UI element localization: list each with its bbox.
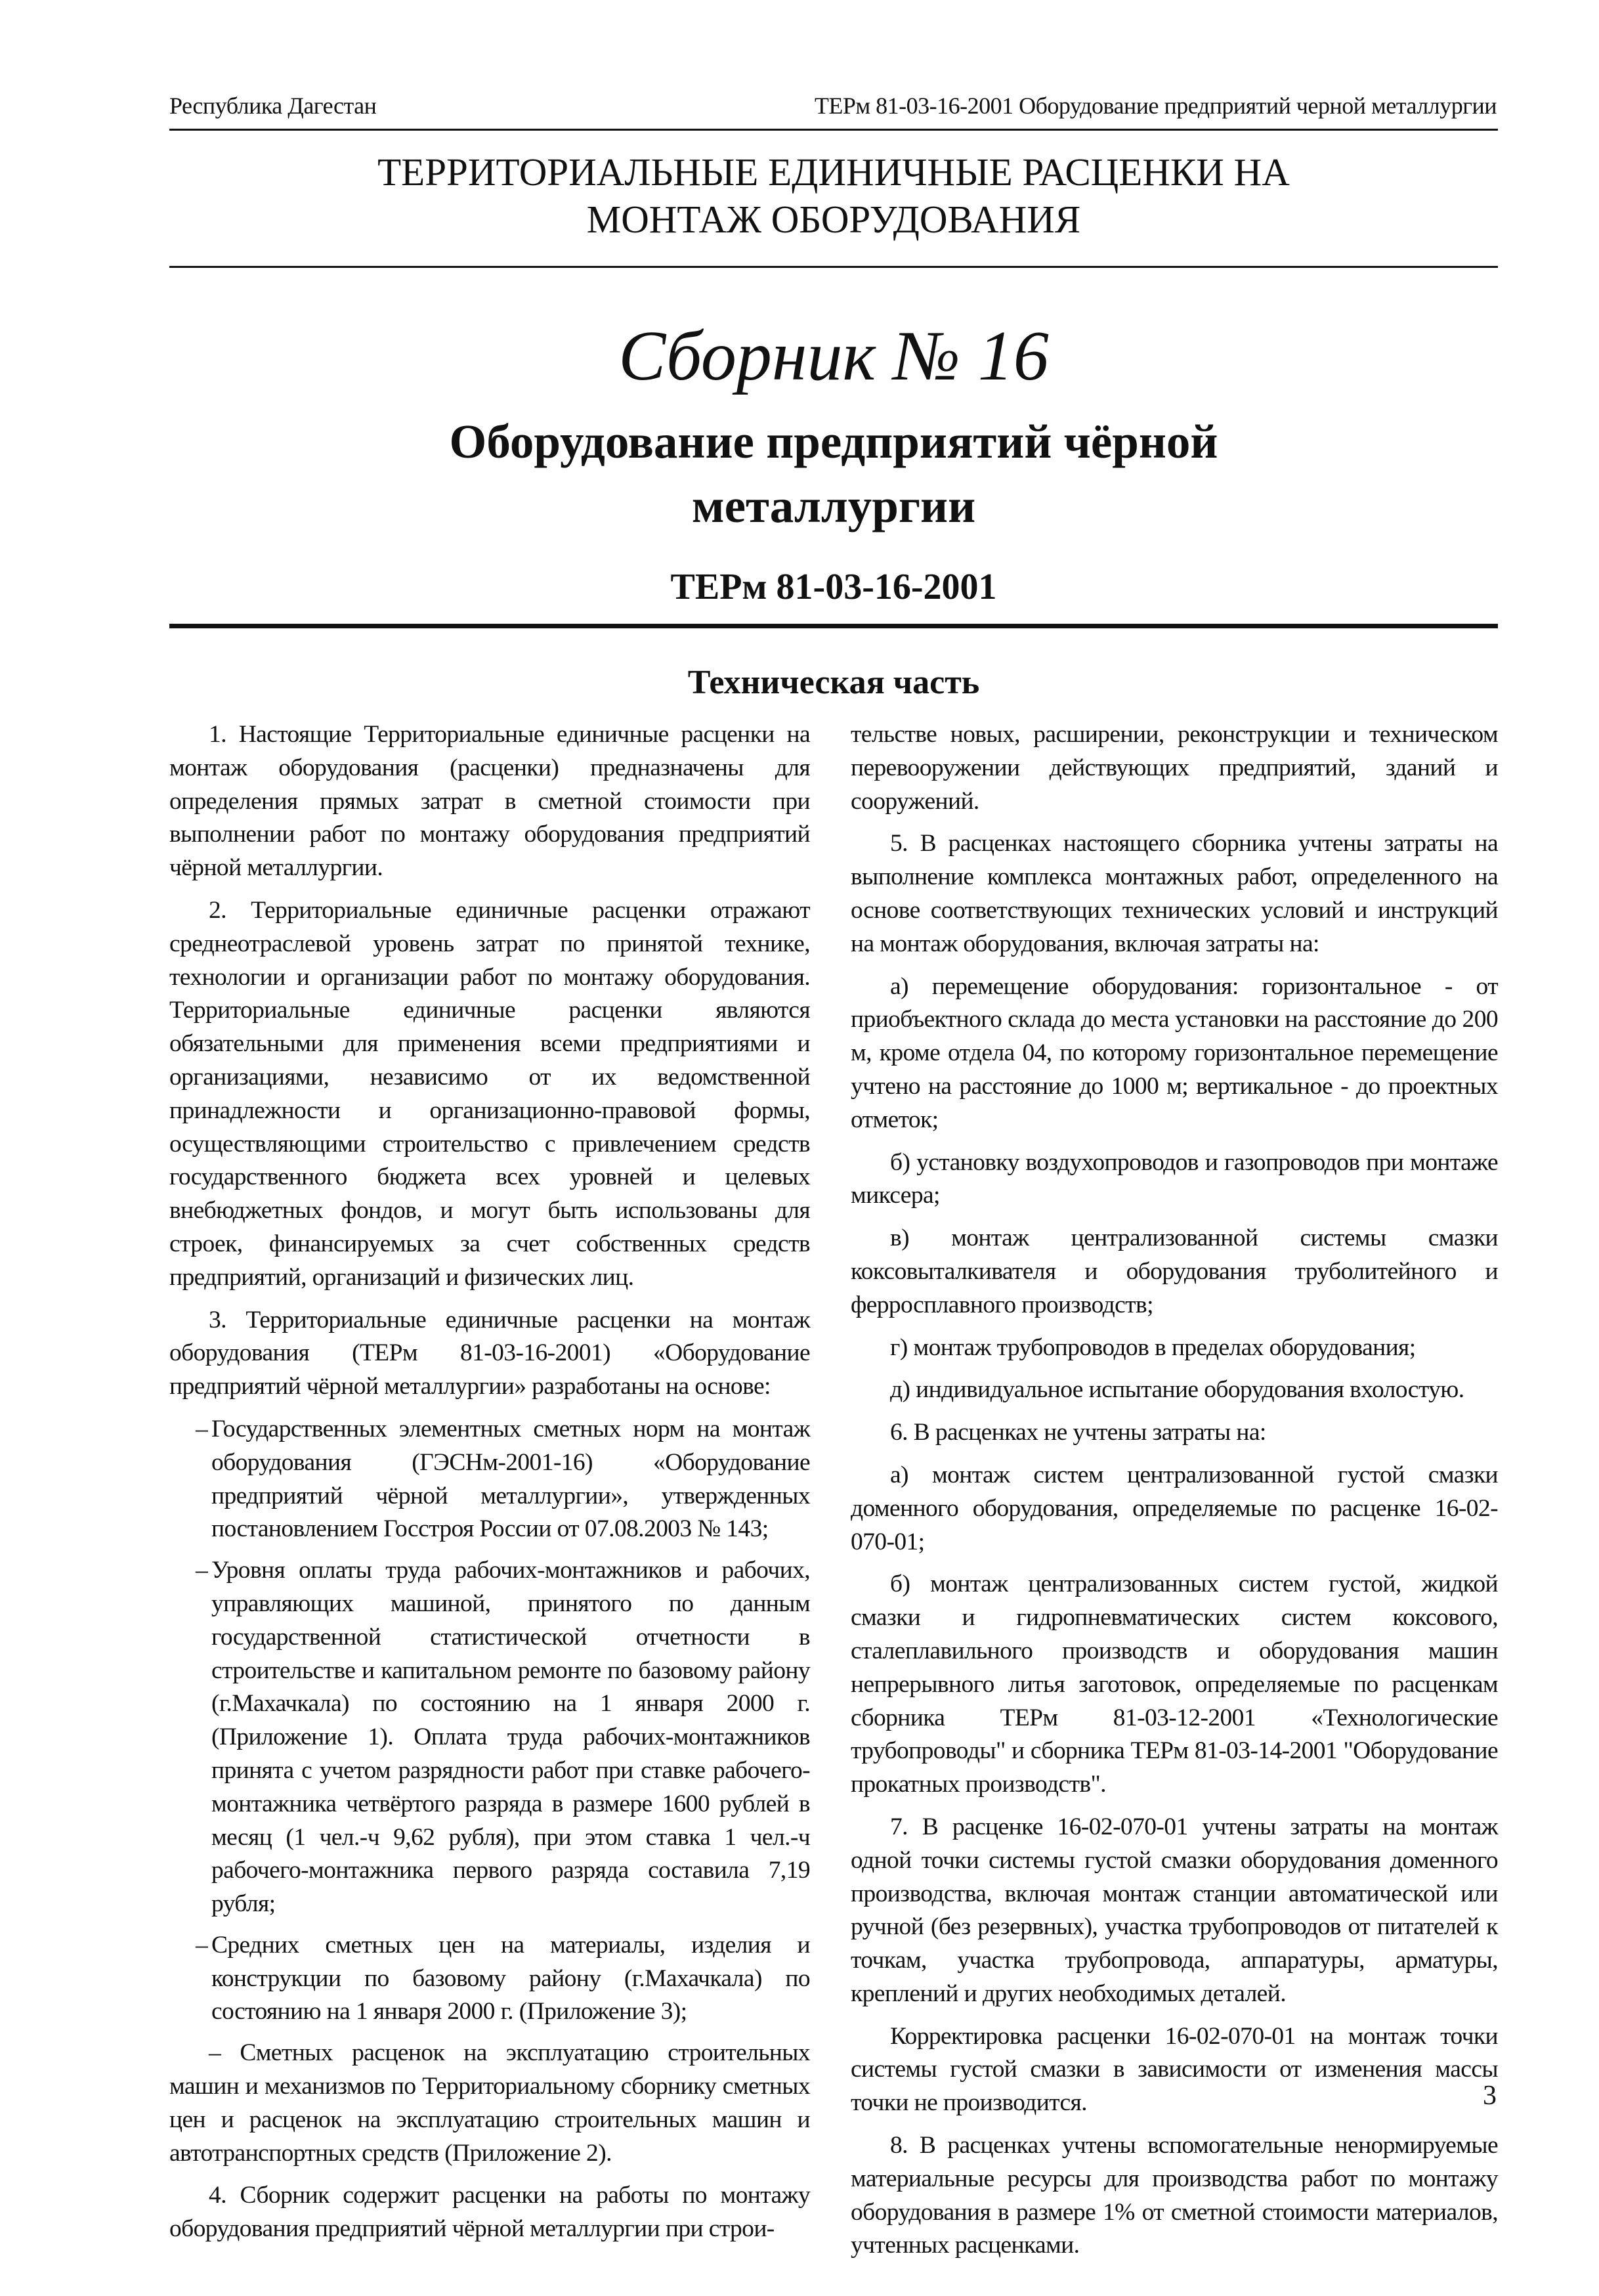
basis-item-3-text: Средних сметных цен на материалы, изделия и конструкции по базовому району (г.Махачкала) по состоянию на 1 января 2000 г. (Приложение 3); — [211, 1931, 810, 2025]
header-region: Республика Дагестан — [169, 93, 377, 119]
paragraph-5-item-e: д) индивидуальное испытание оборудования вхолостую. — [890, 1376, 1464, 1404]
basis-item-1-text: Государственных элементных сметных норм на монтаж оборудования (ГЭСНм-2001-16) «Оборудование предприятий чёрной металлургии», утвержденных постановлением Госстроя России от 07.08.2003 № 143; — [211, 1415, 810, 1543]
dash-mark: – — [196, 1415, 208, 1442]
collection-subject-line-2: металлургии — [691, 479, 976, 532]
right-column — [851, 718, 1498, 2272]
paragraph-2: 2. Территориальные единичные расценки отражают среднеотраслевой уровень затрат по принятой технике, технологии и организации работ по монтажу оборудования. Территориальные единичные расценки являются обязательными для применения всеми предприятиями и организациями, независимо от их ведомственной принадлежности и организационно-правовой формы, осуществляющими строительство с привлечением средств государственного бюджета всех уровней и целевых внебюджетных фондов, и могут быть использованы для строек, финансируемых за счет собственных средств предприятий, организаций и физических лиц. — [169, 896, 810, 1291]
basis-item-1 — [169, 1413, 810, 1546]
main-rule — [169, 624, 1498, 628]
running-header — [169, 92, 1497, 119]
dash-mark: – — [196, 1931, 208, 1959]
paragraph-5-item-c: в) монтаж централизованной системы смазки коксовыталкивателя и оборудования труболитейного и ферросплавного производств; — [851, 1224, 1498, 1318]
header-rule — [169, 129, 1498, 131]
paragraph-7-note: Корректировка расценки 16-02-070-01 на монтаж точки системы густой смазки в зависимости от изменения массы точки не производится. — [851, 2022, 1498, 2117]
basis-item-2-text: Уровня оплаты труда рабочих-монтажников и рабочих, управляющих машиной, принятого по данным государственной статистической отчетности в строительстве и капитальном ремонте по базовому району (г.Махачкала) по состоянию на 1 января 2000 г. (Приложение 1). Оплата труда рабочих-монтажников принята с учетом разрядности работ при ставке рабочего-монтажника четвёртого разряда в размере 1600 рублей в месяц (1 чел.-ч 9,62 рубля), при этом ставка 1 чел.-ч рабочего-монтажника первого разряда составила 7,19 рубля; — [211, 1557, 810, 1918]
document-title — [169, 148, 1498, 243]
document-code: ТЕРм 81-03-16-2001 — [670, 567, 997, 607]
paragraph-7: 7. В расценке 16-02-070-01 учтены затраты на монтаж одной точки системы густой смазки оборудования доменного производства, включая монтаж станции автоматической или ручной (без резервных), участка трубопроводов от питателей к точкам, участка трубопровода, аппаратуры, арматуры, креплений и других необходимых деталей. — [851, 1813, 1498, 2007]
paragraph-4-continued: тельстве новых, расширении, реконструкции и техническом перевооружении действующих предприятий, зданий и сооружений. — [851, 721, 1498, 815]
section-title: Техническая часть — [687, 664, 980, 701]
basis-item-2 — [169, 1554, 810, 1921]
header-running-title: ТЕРм 81-03-16-2001 Оборудование предприятий черной металлургии — [814, 93, 1497, 119]
collection-number: Сборник № 16 — [618, 317, 1049, 395]
basis-item-4: – Сметных расценок на эксплуатацию строительных машин и механизмов по Территориальному сборнику сметных цен и расценок на эксплуатацию строительных машин и автотранспортных средств (Приложение 2). — [169, 2039, 810, 2167]
document-title-line-1: ТЕРРИТОРИАЛЬНЫЕ ЕДИНИЧНЫЕ РАСЦЕНКИ НА — [377, 150, 1290, 194]
collection-subject-line-1: Оборудование предприятий чёрной — [449, 415, 1218, 468]
paragraph-6-item-b: б) монтаж централизованных систем густой, жидкой смазки и гидропневматических систем коксового, сталеплавильного производств и оборудования машин непрерывного литья заготовок, определяемые по расценкам сборника ТЕРм 81-03-12-2001 «Технологические трубопроводы" и сборника ТЕРм 81-03-14-2001 "Оборудование прокатных производств". — [851, 1570, 1498, 1798]
paragraph-6: 6. В расценках не учтены затраты на: — [890, 1419, 1266, 1446]
paragraph-3: 3. Территориальные единичные расценки на монтаж оборудования (ТЕРм 81-03-16-2001) «Оборудование предприятий чёрной металлургии» разработаны на основе: — [169, 1306, 810, 1400]
paragraph-5: 5. В расценках настоящего сборника учтены затраты на выполнение комплекса монтажных работ, определенного на основе соответствующих технических условий и инструкций на монтаж оборудования, включая затраты на: — [851, 830, 1498, 957]
paragraph-5-item-a: а) перемещение оборудования: горизонтальное - от приобъектного склада до места установки на расстояние до 200 м, кроме отдела 04, по которому горизонтальное перемещение учтено на расстояние до 1000 м; вертикальное - до проектных отметок; — [851, 972, 1498, 1133]
collection-subject — [169, 410, 1498, 538]
document-title-line-2: МОНТАЖ ОБОРУДОВАНИЯ — [586, 198, 1081, 241]
left-column — [169, 718, 810, 2255]
paragraph-8: 8. В расценках учтены вспомогательные ненормируемые материальные ресурсы для производства работ по монтажу оборудования в размере 1% от сметной стоимости материалов, учтенных расценками. — [851, 2132, 1498, 2259]
paragraph-5-item-b: б) установку воздухопроводов и газопроводов при монтаже миксера; — [851, 1148, 1498, 1209]
title-rule — [169, 266, 1498, 268]
dash-mark: – — [196, 1557, 208, 1584]
basis-item-3 — [169, 1929, 810, 2029]
page-number: 3 — [1483, 2081, 1497, 2111]
paragraph-1: 1. Настоящие Территориальные единичные расценки на монтаж оборудования (расценки) предназначены для определения прямых затрат в сметной стоимости при выполнении работ по монтажу оборудования предприятий чёрной металлургии. — [169, 721, 810, 882]
paragraph-4: 4. Сборник содержит расценки на работы по монтажу оборудования предприятий чёрной металлургии при строи- — [169, 2182, 810, 2243]
paragraph-5-item-d: г) монтаж трубопроводов в пределах оборудования; — [890, 1333, 1416, 1361]
paragraph-6-item-a: а) монтаж систем централизованной густой смазки доменного оборудования, определяемые по расценке 16-02-070-01; — [851, 1461, 1498, 1555]
